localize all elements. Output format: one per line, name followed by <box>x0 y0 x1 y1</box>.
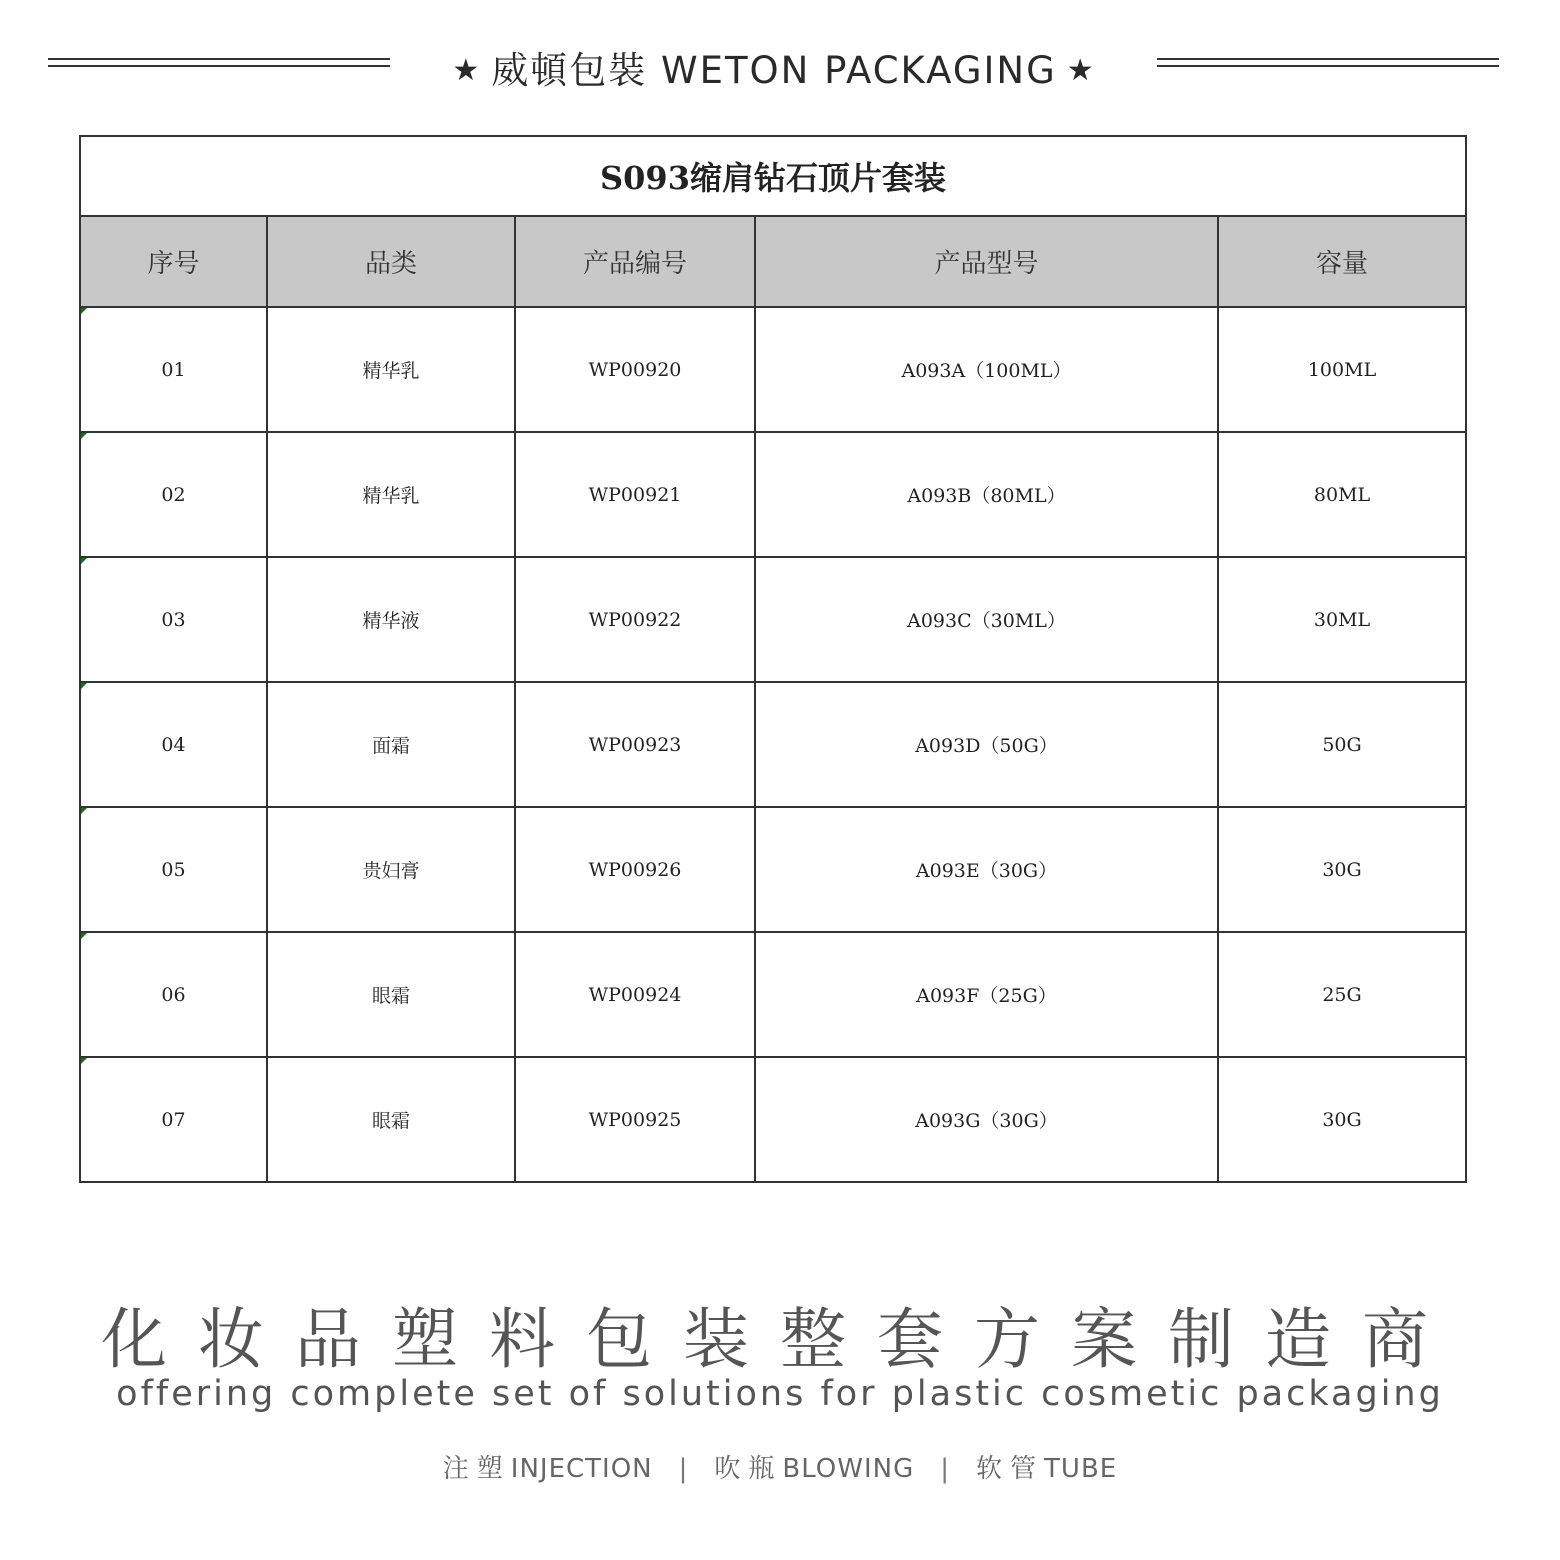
table-title-row <box>80 136 1466 216</box>
cell-model: A093D（50G） <box>755 682 1218 807</box>
cell-corner-marker <box>81 808 87 814</box>
column-header-code: 产品编号 <box>515 216 755 307</box>
cell-no: 06 <box>80 932 267 1057</box>
cell-code: WP00924 <box>515 932 755 1057</box>
cell-category: 精华乳 <box>267 432 515 557</box>
service-separator: | <box>678 1454 689 1484</box>
cell-corner-marker <box>81 683 87 689</box>
cell-code: WP00926 <box>515 807 755 932</box>
slogan-english: offering complete set of solutions for plastic cosmetic packaging <box>116 1374 1444 1414</box>
cell-category: 精华液 <box>267 557 515 682</box>
table-header-row <box>80 216 1466 307</box>
brand-title <box>400 40 1148 94</box>
cell-category: 面霜 <box>267 682 515 807</box>
service-separator: | <box>940 1454 951 1484</box>
cell-category: 精华乳 <box>267 307 515 432</box>
star-icon-left: ★ <box>452 53 482 88</box>
cell-no: 05 <box>80 807 267 932</box>
header-rule-left <box>48 58 390 67</box>
table-row <box>80 1057 1466 1182</box>
cell-no: 04 <box>80 682 267 807</box>
cell-no: 02 <box>80 432 267 557</box>
brand-name-cn: 威頓包裝 <box>491 49 648 92</box>
cell-category: 贵妇膏 <box>267 807 515 932</box>
product-spec-table <box>79 135 1467 1183</box>
cell-code: WP00921 <box>515 432 755 557</box>
cell-capacity: 50G <box>1218 682 1466 807</box>
service-injection-cn: 注塑 <box>442 1454 511 1484</box>
slogan-chinese: 化妆品塑料包装整套方案制造商 <box>101 1301 1459 1378</box>
cell-model: A093C（30ML） <box>755 557 1218 682</box>
cell-corner-marker <box>81 433 87 439</box>
cell-capacity: 30ML <box>1218 557 1466 682</box>
cell-code: WP00920 <box>515 307 755 432</box>
cell-capacity: 80ML <box>1218 432 1466 557</box>
table-row <box>80 307 1466 432</box>
cell-no: 01 <box>80 307 267 432</box>
table-row <box>80 932 1466 1057</box>
column-header-no: 序号 <box>80 216 267 307</box>
cell-model: A093F（25G） <box>755 932 1218 1057</box>
cell-capacity: 30G <box>1218 1057 1466 1182</box>
cell-code: WP00923 <box>515 682 755 807</box>
header-rule-right <box>1157 58 1499 67</box>
cell-code: WP00925 <box>515 1057 755 1182</box>
cell-corner-marker <box>81 1058 87 1064</box>
service-injection-en: INJECTION <box>510 1454 653 1484</box>
cell-model: A093E（30G） <box>755 807 1218 932</box>
service-tube-cn: 软管 <box>976 1454 1045 1484</box>
table-row <box>80 432 1466 557</box>
cell-model: A093B（80ML） <box>755 432 1218 557</box>
cell-corner-marker <box>81 558 87 564</box>
table-row <box>80 807 1466 932</box>
cell-category: 眼霜 <box>267 1057 515 1182</box>
cell-code: WP00922 <box>515 557 755 682</box>
brand-name-en: WETON PACKAGING <box>660 49 1057 92</box>
services-line <box>0 1448 1560 1485</box>
cell-capacity: 30G <box>1218 807 1466 932</box>
cell-capacity: 100ML <box>1218 307 1466 432</box>
cell-capacity: 25G <box>1218 932 1466 1057</box>
cell-model: A093A（100ML） <box>755 307 1218 432</box>
table-row <box>80 557 1466 682</box>
service-tube-en: TUBE <box>1044 1454 1118 1484</box>
column-header-model: 产品型号 <box>755 216 1218 307</box>
cell-category: 眼霜 <box>267 932 515 1057</box>
table-row <box>80 682 1466 807</box>
column-header-category: 品类 <box>267 216 515 307</box>
service-blowing-en: BLOWING <box>782 1454 915 1484</box>
star-icon-right: ★ <box>1066 53 1096 88</box>
column-header-capacity: 容量 <box>1218 216 1466 307</box>
cell-no: 03 <box>80 557 267 682</box>
cell-corner-marker <box>81 308 87 314</box>
cell-model: A093G（30G） <box>755 1057 1218 1182</box>
service-blowing-cn: 吹瓶 <box>714 1454 783 1484</box>
cell-no: 07 <box>80 1057 267 1182</box>
table-title: S093缩肩钻石顶片套装 <box>80 136 1466 216</box>
cell-corner-marker <box>81 933 87 939</box>
